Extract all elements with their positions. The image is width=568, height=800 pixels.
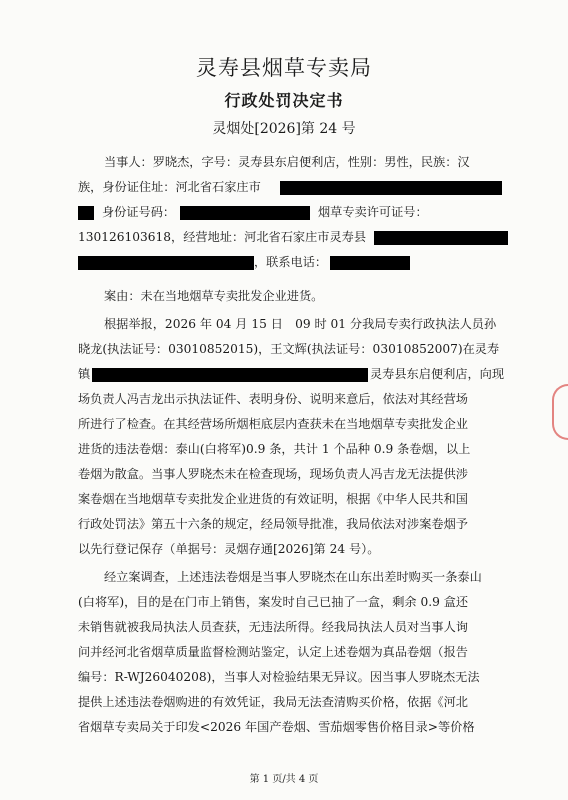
text-line: 经立案调查，上述违法卷烟是当事人罗晓杰在山东出差时购买一条泰山	[104, 570, 482, 584]
text-line: 130126103618，经营地址：河北省石家庄市灵寿县	[78, 230, 367, 244]
document-number: 灵烟处[2026]第 24 号	[212, 121, 356, 137]
text-line: 未销售就被我局执法人员查获，无违法所得。经我局执法人员对当事人询	[78, 620, 468, 634]
redaction-block	[78, 206, 94, 220]
text-line: 场负责人冯吉龙出示执法证件、表明身份、说明来意后，依法对其经营场	[78, 392, 468, 406]
text-line: 身份证号码：	[102, 205, 176, 219]
text-line: 族，身份证住址：河北省石家庄市	[78, 180, 261, 194]
seal-stamp-edge	[552, 384, 568, 440]
text-line: 所进行了检查。在其经营场所烟柜底层内查获未在当地烟草专卖批发企业	[78, 417, 468, 431]
case-reason: 案由：未在当地烟草专卖批发企业进货。	[104, 289, 324, 303]
text-line: 镇	[78, 367, 91, 381]
redaction-block	[78, 256, 254, 270]
redaction-block	[92, 368, 368, 382]
redaction-block	[374, 231, 508, 245]
document-type-title: 行政处罚决定书	[224, 91, 344, 110]
redaction-block	[180, 206, 310, 220]
agency-title: 灵寿县烟草专卖局	[196, 56, 372, 80]
text-line: 进货的违法卷烟：泰山(白将军)0.9 条，共计 1 个品种 0.9 条卷烟，以上	[78, 442, 471, 456]
text-line: 当事人：罗晓杰，字号：灵寿县东启便利店，性别：男性，民族：汉	[104, 155, 470, 169]
text-line: 行政处罚法》第五十六条的规定，经局领导批准，我局依法对涉案卷烟予	[78, 517, 468, 531]
text-line: 省烟草专卖局关于印发<2026 年国产卷烟、雪茄烟零售价格目录>等价格	[78, 720, 475, 734]
text-line: 以先行登记保存（单据号：灵烟存通[2026]第 24 号）。	[78, 542, 380, 556]
redaction-block	[330, 256, 410, 270]
text-line: 编号：R-WJ26040208)，当事人对检验结果无异议。因当事人罗晓杰无法	[78, 670, 480, 684]
text-line: 晓龙(执法证号：03010852015)，王文辉(执法证号：03010852007)在灵寿	[78, 342, 500, 356]
text-line: 提供上述违法卷烟购进的有效凭证，我局无法查清购买价格，依据《河北	[78, 695, 468, 709]
page-number: 第 1 页/共 4 页	[249, 774, 319, 785]
text-line: ，联系电话：	[254, 255, 328, 269]
text-line: 问并经河北省烟草质量监督检测站鉴定，认定上述卷烟为真品卷烟（报告	[78, 645, 468, 659]
redaction-block	[280, 181, 502, 195]
text-line: 根据举报，2026 年 04 月 15 日 09 时 01 分我局专卖行政执法人员孙	[104, 317, 497, 331]
text-line: (白将军)，目的是在门市上销售，案发时自己已抽了一盒，剩余 0.9 盒还	[78, 595, 469, 609]
text-line: 案卷烟在当地烟草专卖批发企业进货的有效证明，根据《中华人民共和国	[78, 492, 468, 506]
text-line: 卷烟为散盒。当事人罗晓杰未在检查现场，现场负责人冯吉龙无法提供涉	[78, 467, 468, 481]
text-line: 灵寿县东启便利店，向现	[370, 367, 505, 381]
text-line: 烟草专卖许可证号：	[318, 205, 428, 219]
